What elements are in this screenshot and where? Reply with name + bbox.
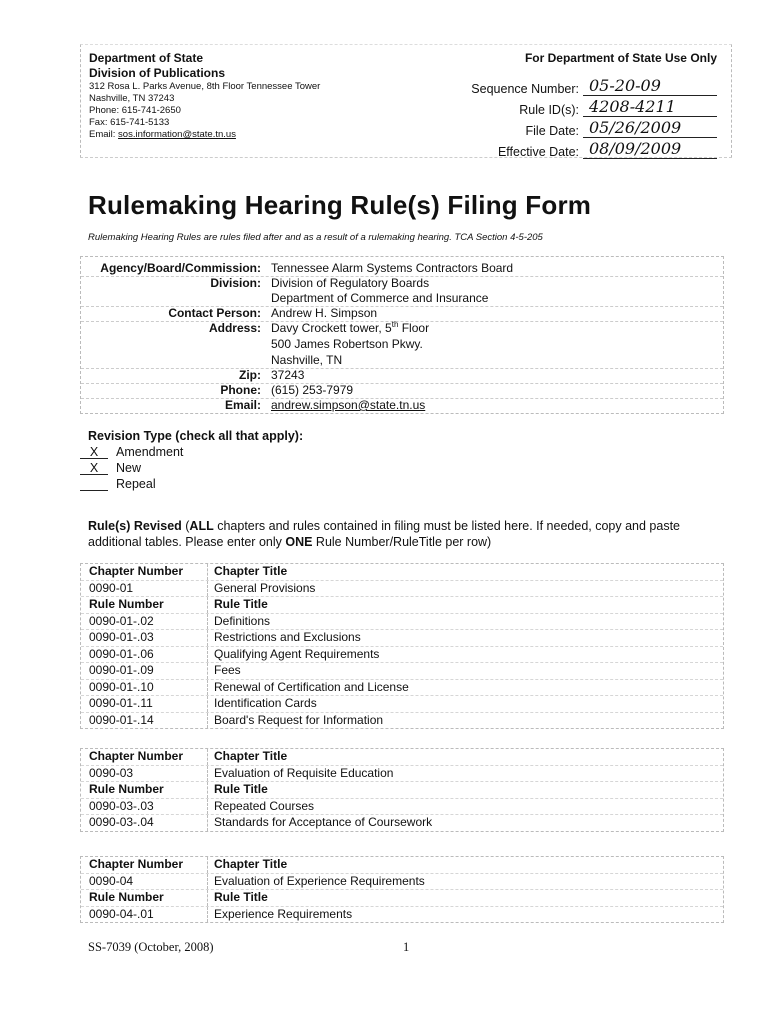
rr-bold1: Rule(s) Revised [88, 519, 182, 533]
rules-revised-instructions [88, 518, 728, 550]
rules-table-1 [80, 563, 724, 729]
table-row [81, 647, 723, 664]
chapter-title-header: Chapter Title [214, 749, 288, 763]
rule-title-cell[interactable]: Board's Request for Information [214, 712, 384, 727]
address-row-2 [81, 337, 723, 352]
effective-date-label: Effective Date: [497, 145, 579, 159]
agency-box [80, 256, 724, 414]
rule-number-cell[interactable]: 0090-01-.11 [81, 696, 208, 712]
rule-number-header: Rule Number [81, 782, 208, 798]
table-row [81, 815, 723, 831]
dept-name: Department of State [89, 51, 204, 65]
dept-fax: Fax: 615-741-5133 [89, 117, 170, 128]
phone-label: Phone: [220, 383, 261, 397]
rr-text1: ( [181, 519, 190, 533]
dept-email-link[interactable]: sos.information@state.tn.us [118, 129, 236, 140]
dept-email-line [89, 129, 320, 141]
agency-row [81, 261, 723, 277]
rule-title-cell[interactable]: Experience Requirements [214, 906, 353, 921]
chapter-title-cell[interactable]: Evaluation of Requisite Education [214, 765, 394, 780]
table-row [81, 907, 723, 923]
email-row [81, 398, 723, 413]
repeal-label: Repeal [116, 477, 156, 491]
revision-amendment[interactable] [88, 444, 303, 460]
chapter-number-cell[interactable]: 0090-04 [81, 874, 208, 890]
chapter-number-header: Chapter Number [81, 564, 208, 580]
header-box [80, 44, 732, 158]
agency-field[interactable]: Tennessee Alarm Systems Contractors Board [271, 261, 514, 275]
chapter-title-header: Chapter Title [214, 857, 288, 871]
rule-number-cell[interactable]: 0090-01-.10 [81, 680, 208, 696]
table-header-row [81, 597, 723, 614]
revision-type [88, 428, 303, 492]
rule-number-cell[interactable]: 0090-01-.06 [81, 647, 208, 663]
address-row-3 [81, 353, 723, 369]
rules-table-3 [80, 856, 724, 923]
table-row [81, 799, 723, 816]
dept-email-label: Email: [89, 129, 119, 140]
rule-title-header: Rule Title [214, 890, 268, 904]
dept-address-line1: 312 Rosa L. Parks Avenue, 8th Floor Tennessee Tower [89, 81, 321, 92]
rule-number-cell[interactable]: 0090-01-.14 [81, 713, 208, 729]
form-subtitle: Rulemaking Hearing Rules are rules filed after and as a result of a rulemaking hearing. TCA Section 4-5-205 [88, 232, 543, 243]
table-row [81, 663, 723, 680]
rr-bold3: ONE [285, 535, 313, 549]
chapter-number-cell[interactable]: 0090-01 [81, 581, 208, 597]
department-info [89, 51, 320, 141]
chapter-title-cell[interactable]: General Provisions [214, 580, 316, 595]
rule-title-header: Rule Title [214, 782, 268, 796]
revision-repeal[interactable] [88, 476, 303, 492]
table-header-row [81, 857, 723, 874]
rr-bold2: ALL [189, 519, 214, 533]
contact-row [81, 306, 723, 322]
rule-number-header: Rule Number [81, 597, 208, 613]
rule-number-header: Rule Number [81, 890, 208, 906]
amendment-checkmark[interactable]: X [80, 444, 108, 459]
table-row [81, 766, 723, 783]
chapter-number-header: Chapter Number [81, 749, 208, 765]
rule-number-cell[interactable]: 0090-04-.01 [81, 907, 208, 923]
address-line1-text: Davy Crockett tower, 5 [271, 321, 392, 335]
contact-field[interactable]: Andrew H. Simpson [271, 306, 378, 320]
address-line1-tail: Floor [398, 321, 430, 335]
table-row [81, 630, 723, 647]
rr-text3: Rule Number/RuleTitle per row) [312, 535, 492, 549]
chapter-number-cell[interactable]: 0090-03 [81, 766, 208, 782]
file-date-label: File Date: [525, 124, 579, 138]
chapter-title-cell[interactable]: Evaluation of Experience Requirements [214, 873, 425, 888]
form-id-footer: SS-7039 (October, 2008) [88, 940, 214, 954]
file-date-field[interactable]: 05/26/2009 [583, 118, 717, 138]
division-label: Division: [210, 276, 261, 290]
address-label: Address: [208, 321, 261, 335]
rule-title-cell[interactable]: Fees [214, 663, 241, 677]
chapter-title-header: Chapter Title [214, 564, 288, 578]
table-header-row [81, 782, 723, 799]
rule-title-cell[interactable]: Standards for Acceptance of Coursework [214, 815, 433, 829]
sequence-number-field[interactable]: 05-20-09 [583, 76, 717, 96]
rule-number-cell[interactable]: 0090-01-.03 [81, 630, 208, 646]
table-row [81, 614, 723, 631]
division-name: Division of Publications [89, 66, 226, 80]
zip-row [81, 368, 723, 384]
rule-title-cell[interactable]: Repeated Courses [214, 798, 315, 813]
address-field-line1[interactable] [271, 321, 429, 336]
dept-phone: Phone: 615-741-2650 [89, 105, 181, 116]
page-number: 1 [403, 940, 410, 954]
address-line1-sup: th [391, 320, 399, 329]
effective-date-row [447, 138, 717, 159]
division-row-2 [81, 291, 723, 307]
table-row [81, 696, 723, 713]
rule-title-cell[interactable]: Renewal of Certification and License [214, 679, 409, 694]
table-header-row [81, 564, 723, 581]
revision-new[interactable] [88, 460, 303, 476]
dept-address-line2: Nashville, TN 37243 [89, 93, 175, 104]
sos-use-only [447, 51, 717, 159]
phone-row [81, 383, 723, 399]
chapter-number-header: Chapter Number [81, 857, 208, 873]
form-title: Rulemaking Hearing Rule(s) Filing Form [88, 190, 592, 220]
repeal-checkmark[interactable] [80, 476, 108, 491]
sequence-number-row [447, 75, 717, 96]
table-row [81, 713, 723, 729]
table-header-row [81, 749, 723, 766]
rule-number-cell[interactable]: 0090-01-.09 [81, 663, 208, 679]
amendment-label: Amendment [116, 445, 184, 459]
sos-title: For Department of State Use Only [524, 51, 717, 65]
agency-label: Agency/Board/Commission: [100, 261, 261, 275]
rule-number-cell[interactable]: 0090-03-.03 [81, 799, 208, 815]
revision-heading: Revision Type (check all that apply): [88, 429, 304, 443]
email-label: Email: [224, 398, 261, 412]
rule-number-cell[interactable]: 0090-03-.04 [81, 815, 208, 831]
division-row [81, 276, 723, 291]
zip-field[interactable]: 37243 [271, 368, 305, 382]
department-field[interactable]: Department of Commerce and Insurance [271, 291, 489, 305]
phone-field[interactable]: (615) 253-7979 [271, 383, 354, 397]
contact-label: Contact Person: [168, 306, 261, 320]
new-checkmark[interactable]: X [80, 460, 108, 475]
rr-text2: chapters and rules contained in filing must be listed here. If needed, copy and paste additional tables. Please enter only [88, 519, 681, 549]
rule-ids-field[interactable]: 4208-4211 [583, 97, 717, 117]
rule-title-cell[interactable]: Identification Cards [214, 696, 317, 710]
table-header-row [81, 890, 723, 907]
table-row [81, 874, 723, 891]
zip-label: Zip: [239, 368, 261, 382]
file-date-row [447, 117, 717, 138]
rule-title-cell[interactable]: Qualifying Agent Requirements [214, 646, 380, 661]
rules-table-2 [80, 748, 724, 832]
effective-date-field[interactable]: 08/09/2009 [583, 139, 717, 159]
address-row [81, 321, 723, 336]
table-row [81, 680, 723, 697]
rule-title-header: Rule Title [214, 597, 268, 611]
rule-title-cell[interactable]: Restrictions and Exclusions [214, 630, 361, 644]
email-field[interactable]: andrew.simpson@state.tn.us [271, 398, 426, 412]
rule-ids-label: Rule ID(s): [519, 103, 579, 117]
rule-title-cell[interactable]: Definitions [214, 613, 271, 628]
rule-number-cell[interactable]: 0090-01-.02 [81, 614, 208, 630]
table-row [81, 581, 723, 598]
address-field-line2[interactable]: 500 James Robertson Pkwy. [271, 337, 423, 351]
rule-ids-row [447, 96, 717, 117]
sequence-number-label: Sequence Number: [471, 82, 579, 96]
new-label: New [116, 461, 142, 475]
division-field[interactable]: Division of Regulatory Boards [271, 276, 430, 290]
address-field-line3[interactable]: Nashville, TN [271, 353, 343, 367]
